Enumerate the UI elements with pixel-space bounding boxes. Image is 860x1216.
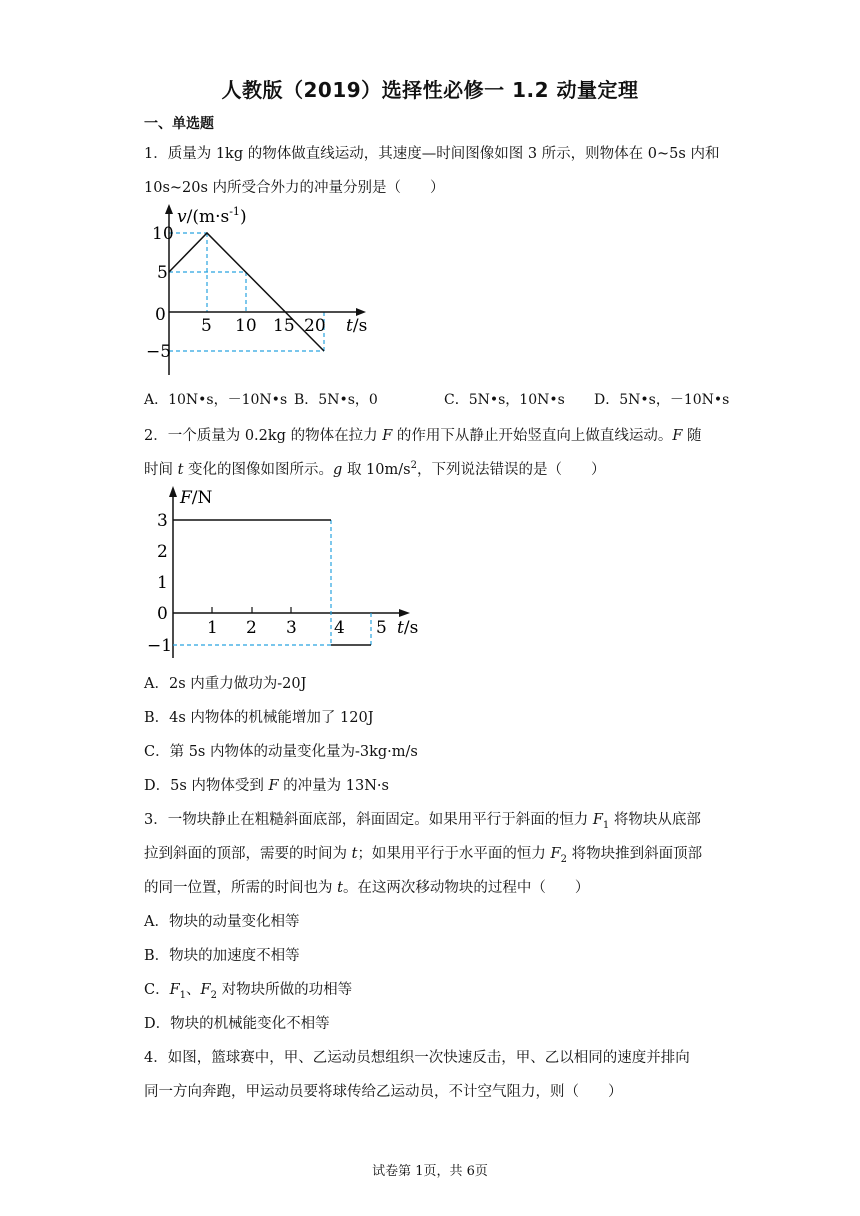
q3-line-3: 的同一位置，所需的时间也为 t。在这两次移动物块的过程中（ ） <box>144 880 590 896</box>
v-axis-arrow <box>165 204 173 214</box>
q3-line-1: 3．一物块静止在粗糙斜面底部，斜面固定。如果用平行于斜面的恒力 $F_1$ 将物块从底部 <box>144 812 701 831</box>
xtick-3: 3 <box>286 618 297 638</box>
page-footer: 试卷第 1页，共 6页 <box>372 1164 488 1179</box>
xtick-10: 10 <box>235 316 257 336</box>
f-axis-arrow <box>169 486 177 497</box>
ytick-1: 1 <box>157 573 168 593</box>
ytick-3: 3 <box>157 511 168 531</box>
q4-line-2: 同一方向奔跑，甲运动员要将球传给乙运动员，不计空气阻力，则（ ） <box>144 1084 623 1100</box>
q3-option-a[interactable]: A．物块的动量变化相等 <box>144 914 300 930</box>
q3-option-c[interactable]: C．$F_1$、$F_2$ 对物块所做的功相等 <box>144 982 353 1001</box>
q1-option-b[interactable]: B．5N•s，0 <box>294 392 378 408</box>
q2-option-a[interactable]: A．2s 内重力做功为-20J <box>144 676 307 692</box>
xtick-1: 1 <box>207 618 218 638</box>
q1-option-d[interactable]: D．5N•s，－10N•s <box>594 392 730 408</box>
t-axis-label: t/s <box>346 316 368 336</box>
t-axis-arrow <box>399 609 410 617</box>
q2-line-1: 2．一个质量为 0.2kg 的物体在拉力 F 的作用下从静止开始竖直向上做直线运动。F 随 <box>144 428 702 444</box>
v-axis-label: $v/(m\cdot s^{-1})$ <box>177 205 247 227</box>
ytick-5: 5 <box>157 263 168 283</box>
q3-option-b[interactable]: B．物块的加速度不相等 <box>144 948 300 964</box>
q3-option-d[interactable]: D．物块的机械能变化不相等 <box>144 1016 330 1032</box>
q3-line-2: 拉到斜面的顶部，需要的时间为 t；如果用平行于水平面的恒力 $F_2$ 将物块推到斜面顶部 <box>144 846 703 865</box>
xtick-5: 5 <box>376 618 387 638</box>
xtick-2: 2 <box>246 618 257 638</box>
ytick-0: 0 <box>157 604 168 624</box>
q1-option-c[interactable]: C．5N•s，10N•s <box>444 392 565 408</box>
xtick-15: 15 <box>273 316 295 336</box>
page-title: 人教版（2019）选择性必修一 1.2 动量定理 <box>221 78 639 102</box>
q2-option-d[interactable]: D．5s 内物体受到 F 的冲量为 13N·s <box>144 778 389 794</box>
q1-velocity-time-graph <box>146 200 390 380</box>
xtick-4: 4 <box>334 618 345 638</box>
q1-line-2: 10s~20s 内所受合外力的冲量分别是（ ） <box>144 180 445 196</box>
xtick-5: 5 <box>201 316 212 336</box>
q1-line-1: 1．质量为 1kg 的物体做直线运动，其速度—时间图像如图 3 所示，则物体在 0~5s 内和 <box>144 146 720 162</box>
t-axis-arrow <box>356 308 366 316</box>
q2-line-2: 时间 t 变化的图像如图所示。g 取 $10m/s^2$，下列说法错误的是（ ） <box>144 460 606 478</box>
ytick-10: 10 <box>152 224 174 244</box>
xtick-20: 20 <box>304 316 326 336</box>
q1-option-a[interactable]: A．10N•s，－10N•s <box>144 392 288 408</box>
t-axis-label: t/s <box>397 618 419 638</box>
q2-force-time-graph <box>147 480 440 660</box>
ytick-minus1: −1 <box>147 636 173 656</box>
ytick-2: 2 <box>157 542 168 562</box>
section-heading: 一、单选题 <box>144 116 214 132</box>
q2-option-c[interactable]: C．第 5s 内物体的动量变化量为-3kg·m/s <box>144 744 418 760</box>
ytick-minus5: −5 <box>146 342 172 362</box>
q4-line-1: 4．如图，篮球赛中，甲、乙运动员想组织一次快速反击，甲、乙以相同的速度并排向 <box>144 1050 690 1066</box>
f-axis-label: F/N <box>180 488 213 508</box>
q2-option-b[interactable]: B．4s 内物体的机械能增加了 120J <box>144 710 374 726</box>
ytick-0: 0 <box>155 305 166 325</box>
